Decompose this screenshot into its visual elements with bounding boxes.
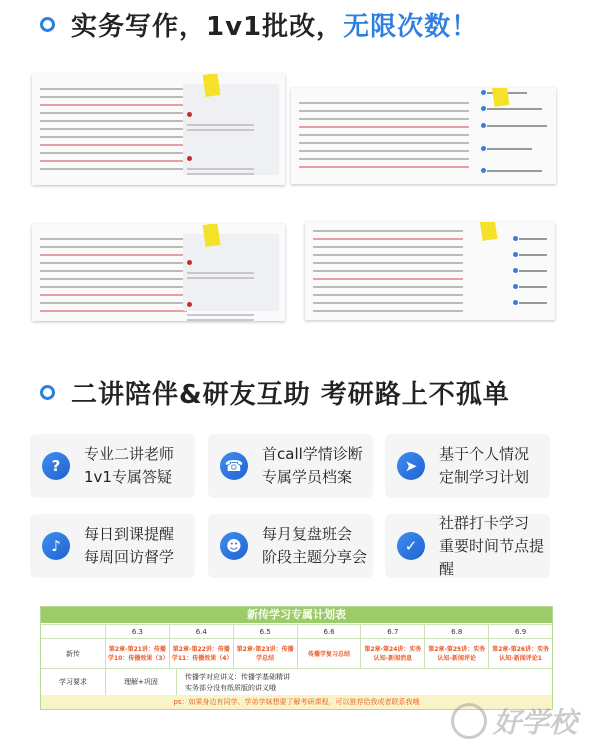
doc-text-lines [299, 102, 469, 174]
correction-screenshot-4 [305, 222, 555, 320]
feature-line1: 社群打卡学习 [439, 513, 530, 532]
plan-task-row [41, 638, 552, 669]
feature-card-diagnosis [208, 434, 373, 498]
plan-note: ps：如果身边有同学、学弟学妹想要了解考研课程，可以推荐给我或者联系我哦 [41, 695, 552, 709]
plan-date: 6.7 [361, 625, 425, 639]
feature-line1: 基于个人情况 [439, 445, 530, 463]
calendar-check-icon: ✓ [397, 532, 425, 560]
watermark-circle-icon [451, 703, 487, 739]
plan-task: 传播学复习总结 [298, 639, 362, 669]
plan-date: 6.9 [515, 627, 527, 636]
plan-req-main: 理解+巩固 [106, 669, 177, 695]
feature-line1: 专业二讲老师 [84, 445, 175, 463]
feature-line2: 阶段主题分享会 [262, 548, 368, 566]
section-title-writing [40, 6, 478, 43]
correction-screenshot-2 [291, 88, 556, 184]
feature-card-checkin [385, 514, 550, 578]
bullet-ring-icon [40, 17, 55, 32]
feature-line1: 每月复盘班会 [262, 525, 353, 543]
doc-text-lines [40, 238, 187, 318]
plan-date: 6.4 [170, 625, 234, 639]
section-title-companion [40, 374, 510, 411]
feature-line2: 专属学员档案 [262, 468, 353, 486]
plan-task: 第2章-第21讲：传播学10：传播效果（3） [106, 639, 170, 669]
bullet-ring-icon [40, 385, 55, 400]
plan-date: 6.3 [106, 625, 170, 639]
feature-card-plan [385, 434, 550, 498]
feature-line1: 首call学情诊断 [262, 445, 363, 463]
plan-req-detail: 实务部分没有纸质版的讲义哦 [185, 684, 276, 692]
section-title-accent: 无限次数！ [343, 12, 479, 42]
plan-title: 新传学习专属计划表 [41, 607, 552, 623]
watermark-text: 好学校 [492, 706, 577, 739]
plan-date: 6.8 [425, 625, 489, 639]
feature-line2: 定制学习计划 [439, 468, 530, 486]
watermark-logo [451, 701, 577, 741]
sticky-note-icon [480, 222, 498, 241]
section-title-main: 二讲陪伴&研友互助 考研路上不孤单 [71, 380, 510, 410]
doc-text-lines [313, 230, 463, 318]
plan-row-label: 学习要求 [41, 669, 106, 695]
study-plan-table [40, 606, 553, 710]
plan-task: 第2章-第26讲：实务认知-新闻评论1 [492, 646, 550, 662]
feature-card-qa [30, 434, 195, 498]
plan-task: 第2章-第24讲：实务认知-新闻消息 [361, 639, 425, 669]
group-icon: ☻ [220, 532, 248, 560]
plan-date: 6.5 [234, 625, 298, 639]
plan-task: 第2章-第25讲：实务认知-新闻评论 [425, 639, 489, 669]
sticky-note-icon [492, 88, 510, 107]
plan-req-detail: 传播学对应讲义：传播学基础精讲 [185, 673, 290, 681]
plan-task: 第2章-第22讲：传播学11：传播效果（4） [170, 639, 234, 669]
plan-row-label: 新传 [41, 639, 106, 669]
doc-text-lines [40, 88, 187, 176]
comment-panel [183, 234, 279, 311]
sticky-note-icon [203, 224, 221, 247]
correction-screenshot-1 [32, 74, 285, 185]
feature-line1: 每日到课提醒 [84, 525, 175, 543]
feature-card-reminder [30, 514, 195, 578]
phone-icon: ☎ [220, 452, 248, 480]
plan-requirement-row [41, 668, 552, 695]
section-title-main: 实务写作，1v1批改， [71, 12, 344, 42]
bell-icon: ♪ [42, 532, 70, 560]
question-icon: ? [42, 452, 70, 480]
feature-line2: 1v1专属答疑 [84, 468, 172, 486]
feature-card-review [208, 514, 373, 578]
plan-date: 6.6 [298, 625, 362, 639]
plan-date-row [41, 624, 552, 639]
plan-icon: ➤ [397, 452, 425, 480]
feature-line2: 重要时间节点提醒 [439, 536, 545, 578]
comment-panel [183, 84, 279, 175]
plan-task: 第2章-第23讲：传播学总结 [234, 639, 298, 669]
correction-screenshot-3 [32, 224, 285, 321]
feature-line2: 每周回访督学 [84, 548, 175, 566]
sticky-note-icon [203, 74, 221, 97]
